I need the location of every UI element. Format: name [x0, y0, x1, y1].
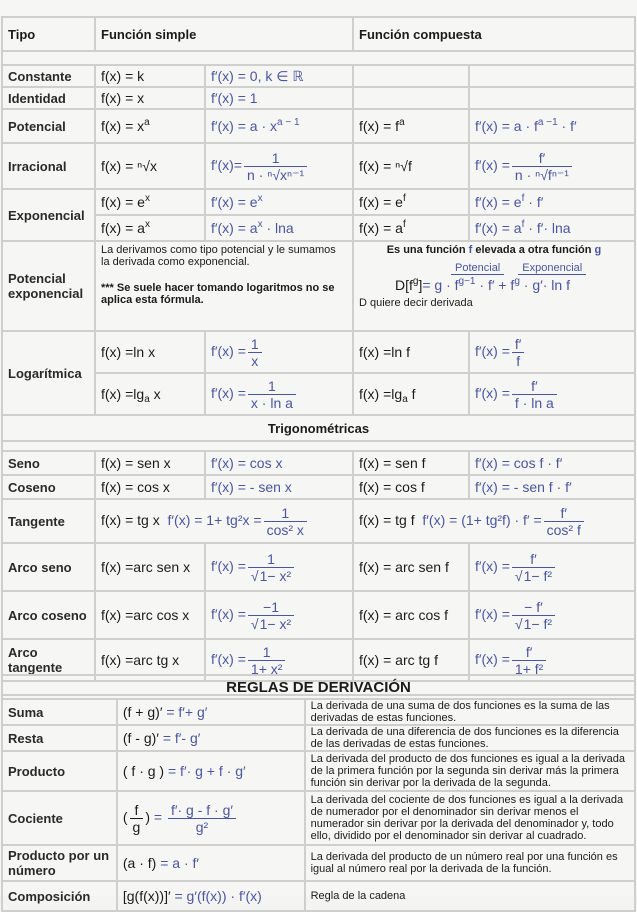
function: f(x) = x [95, 87, 205, 109]
derivative: f′(x) = 1 [205, 87, 353, 109]
row-potencial-exponencial [2, 241, 635, 331]
derivative: f′(x)= $\frac{1}{\text{n · ⁿ√xⁿ⁻¹}}$ [205, 143, 353, 189]
derivative: f′(x) = 0, k ∈ ℝ [205, 65, 353, 87]
trig-title: Trigonométricas [2, 415, 635, 441]
description: La derivamos como tipo potencial y le sumamos la derivada como exponencial. *** Se suele hacer tomando logaritmos no se aplica esta fórmula. [95, 241, 353, 331]
rules-title: REGLAS DE DERIVACIÓN [2, 675, 635, 699]
header-simple: Función simple [95, 17, 353, 51]
row-arcocoseno: Arco coseno f(x) =arc cos x f′(x) = $\frac{-1}{\text{√1− x²}}$ f(x) = arc cos f f′(x) = $\frac{- f'}{\text{√1− f²}}$ [2, 591, 635, 639]
rules-table [1, 674, 636, 912]
derivatives-table [1, 16, 636, 696]
comp-derivative: f′(x) = $\frac{f'}{\text{n · ⁿ√fⁿ⁻¹}}$ [469, 143, 635, 189]
label: Logarítmica [2, 331, 95, 415]
comp-function: f(x) = ⁿ√f [353, 143, 469, 189]
header-tipo: Tipo [2, 17, 95, 51]
row-coseno: Coseno f(x) = cos x f′(x) = - sen x f(x) = cos f f′(x) = - sen f · f′ [2, 475, 635, 499]
label: Identidad [2, 87, 95, 109]
function: f(x) = ⁿ√x [95, 143, 205, 189]
row-identidad [2, 87, 635, 109]
rule-cociente: Cociente ( $\frac{f}{g}$ ) = $\frac{f'\cdot g - f \cdot g'}{\text{g²}}$ La derivada del cociente de dos funciones es igual a la derivada de numerador por el denominador sin derivar menos el numerador sin derivar por la derivada del denominador y, todo ello, dividido por el denominador sin derivar al cuadrado. [2, 791, 635, 845]
comp-derivative: $f'(x) = a \cdot f^{a -1} \cdot f'$ [469, 109, 635, 143]
row-arcoseno: Arco seno f(x) =arc sen x f′(x) = $\frac{1}{\text{√1− x²}}$ f(x) = arc sen f f′(x) = $\frac{f'}{\text{√1− f²}}$ [2, 543, 635, 591]
row-exponencial-1: Exponencial $f(x) = e^x$ $f'(x) = e^x$ $f(x) = e^f$ $f'(x) = e^f \cdot f'$ [2, 189, 635, 215]
rule-producto: Producto ( f · g ) = f′· g + f · g′ La derivada del producto de dos funciones es igual a la derivada de la primera función por la segunda sin derivar más la primera función sin derivar por la derivada de la segunda. [2, 751, 635, 791]
label: Exponencial [2, 189, 95, 241]
row-exponencial-2: $f(x) = a^x$ $f'(x) = a^x \cdot \ln a$ $f(x) = a^f$ $f'(x) = a^f \cdot f'\cdot \ln a$ [2, 215, 635, 241]
rule-composicion: Composición [g(f(x))]′ = g′(f(x)) · f′(x) Regla de la cadena [2, 881, 635, 911]
row-potencial [2, 109, 635, 143]
function: f(x) = k [95, 65, 205, 87]
function: $f(x) = x^a$ [95, 109, 205, 143]
row-constante [2, 65, 635, 87]
comp-formula: Es una función f elevada a otra función g Potencial Exponencial $D[f^g]= g \cdot f^{g-1} \cdot f' + f^g \cdot g'\cdot \ln f$ D quiere decir derivada [353, 241, 635, 331]
rule-resta: Resta (f - g)′ = f′- g′ La derivada de una diferencia de dos funciones es la diferencia de las derivadas de estas funciones. [2, 725, 635, 751]
label: Irracional [2, 143, 95, 189]
row-seno: Seno f(x) = sen x f′(x) = cos x f(x) = sen f f′(x) = cos f · f′ [2, 451, 635, 475]
spacer-row [2, 51, 635, 65]
row-logaritmica-1: Logarítmica f(x) =ln x f′(x) = $\frac{1}{x}$ f(x) =ln f f′(x) = $\frac{f'}{f}$ [2, 331, 635, 373]
row-tangente: Tangente f(x) = tg x f′(x) = 1+ tg²x = $\frac{1}{\text{cos² x}}$ f(x) = tg f f′(x) = (1+ tg²f) · f′ = $\frac{f'}{\text{cos² f}}$ [2, 499, 635, 543]
header-compuesta: Función compuesta [353, 17, 635, 51]
rule-suma: Suma (f + g)′ = f′+ g′ La derivada de una suma de dos funciones es la suma de las derivadas de estas funciones. [2, 699, 635, 725]
label: Potencial [2, 109, 95, 143]
rule-producto-numero: Producto por un número (a · f) = a · f′ La derivada del producto de un número real por una función es igual al número real por la derivada de la función. [2, 845, 635, 881]
derivative: $f'(x) = a \cdot x^{a - 1}$ [205, 109, 353, 143]
row-logaritmica-2: $f(x) =\lg_a$ x f′(x) = $\frac{1}{\text{x · ln a}}$ $f(x) =\lg_a$ f f′(x) = $\frac{f'}{\text{f · ln a}}$ [2, 373, 635, 415]
label: Potencial exponencial [2, 241, 95, 331]
row-irracional [2, 143, 635, 189]
label: Constante [2, 65, 95, 87]
row-arcotangente: Arco tangente f(x) =arc tg x f′(x) = $\frac{1}{\text{1+ x²}}$ f(x) = arc tg f f′(x) = $\frac{f'}{\text{1+ f²}}$ [2, 639, 635, 681]
comp-function: $f(x) = f^a$ [353, 109, 469, 143]
